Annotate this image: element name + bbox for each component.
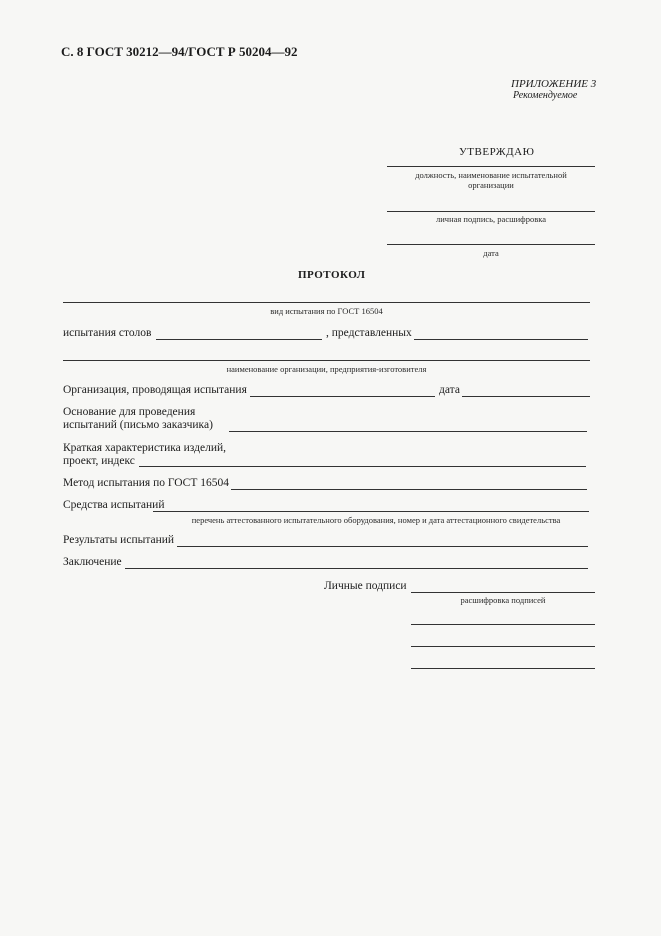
test-type-caption: вид испытания по ГОСТ 16504: [270, 306, 383, 316]
approval-position-line: [387, 166, 595, 167]
date-field-line[interactable]: [462, 396, 590, 397]
approval-heading: УТВЕРЖДАЮ: [459, 146, 535, 158]
submitted-label: , представленных: [326, 327, 412, 339]
approval-signature-caption: личная подпись, расшифровка: [436, 214, 546, 224]
conclusion-label: Заключение: [63, 556, 122, 568]
approval-date-line: [387, 244, 595, 245]
running-title: С. 8 ГОСТ 30212—94/ГОСТ Р 50204—92: [61, 44, 298, 59]
method-label: Метод испытания по ГОСТ 16504: [63, 477, 229, 489]
means-caption: перечень аттестованного испытательного оборудования, номер и дата аттестационного свидетельства: [191, 515, 561, 525]
basis-label-line2: испытаний (письмо заказчика): [63, 419, 213, 431]
brief-label-line1: Краткая характеристика изделий,: [63, 442, 227, 454]
results-label: Результаты испытаний: [63, 534, 175, 546]
approval-date-caption: дата: [483, 248, 499, 258]
basis-field-line[interactable]: [229, 431, 587, 432]
means-field-line[interactable]: [153, 511, 589, 512]
results-field-line[interactable]: [177, 546, 588, 547]
signatures-label: Личные подписи: [324, 580, 407, 592]
brief-field-line[interactable]: [139, 466, 586, 467]
conclusion-field-line[interactable]: [125, 568, 588, 569]
protocol-title: ПРОТОКОЛ: [298, 269, 366, 281]
appendix-status: Рекомендуемое: [513, 90, 578, 101]
appendix-label: ПРИЛОЖЕНИЕ 3: [511, 78, 597, 90]
basis-label-line1: Основание для проведения: [63, 406, 196, 418]
approval-position-caption-line2: организации: [468, 180, 514, 190]
method-field-line[interactable]: [231, 489, 587, 490]
approval-position-caption: [387, 170, 595, 190]
tables-label: испытания столов: [63, 327, 152, 339]
signature-line-2[interactable]: [411, 624, 595, 625]
org-line[interactable]: [63, 360, 590, 361]
test-type-line: [63, 302, 590, 303]
brief-label-line2: проект, индекс: [63, 455, 135, 467]
date-label: дата: [439, 384, 460, 396]
signature-line-4[interactable]: [411, 668, 595, 669]
submitted-field-line[interactable]: [414, 339, 588, 340]
signatures-caption: расшифровка подписей: [460, 595, 546, 605]
tables-field-line[interactable]: [156, 339, 322, 340]
signature-line-3[interactable]: [411, 646, 595, 647]
approval-position-caption-line1: должность, наименование испытательной: [415, 170, 567, 180]
signature-line-1[interactable]: [411, 592, 595, 593]
means-label: Средства испытаний: [63, 499, 165, 511]
org-caption: наименование организации, предприятия-изготовителя: [226, 364, 427, 374]
approval-signature-line: [387, 211, 595, 212]
testing-org-label: Организация, проводящая испытания: [63, 384, 247, 396]
testing-org-field-line[interactable]: [250, 396, 435, 397]
